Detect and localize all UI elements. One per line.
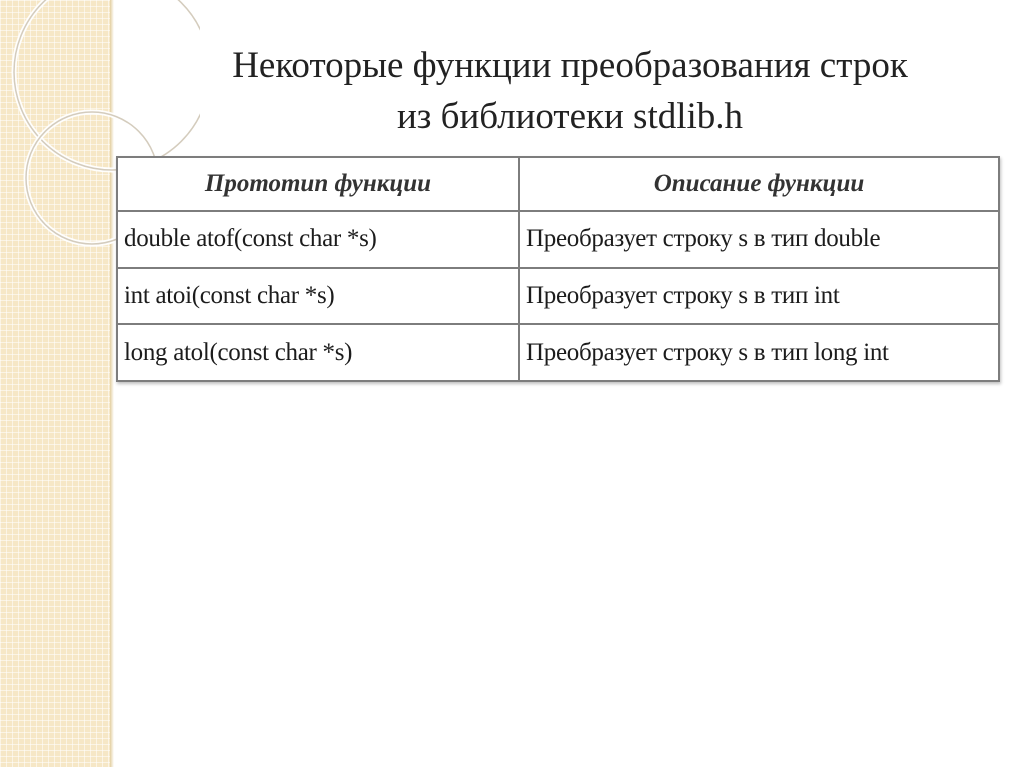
table-row bbox=[117, 268, 999, 325]
table-row bbox=[117, 324, 999, 381]
prototype-cell: int atoi(const char *s) bbox=[117, 268, 519, 325]
strip-edge bbox=[110, 0, 114, 767]
functions-table-container bbox=[116, 156, 1000, 382]
description-cell: Преобразует строку s в тип double bbox=[519, 211, 999, 268]
slide-title bbox=[130, 40, 1010, 142]
table-row bbox=[117, 211, 999, 268]
table-header-row bbox=[117, 157, 999, 211]
decorative-side-strip bbox=[0, 0, 110, 767]
header-description: Описание функции bbox=[519, 157, 999, 211]
description-cell: Преобразует строку s в тип int bbox=[519, 268, 999, 325]
slide-title-line-1: Некоторые функции преобразования строк bbox=[232, 45, 908, 86]
prototype-cell: long atol(const char *s) bbox=[117, 324, 519, 381]
description-cell: Преобразует строку s в тип long int bbox=[519, 324, 999, 381]
header-prototype: Прототип функции bbox=[117, 157, 519, 211]
functions-table bbox=[116, 156, 1000, 382]
slide-title-line-2: из библиотеки stdlib.h bbox=[396, 96, 744, 137]
prototype-cell: double atof(const char *s) bbox=[117, 211, 519, 268]
